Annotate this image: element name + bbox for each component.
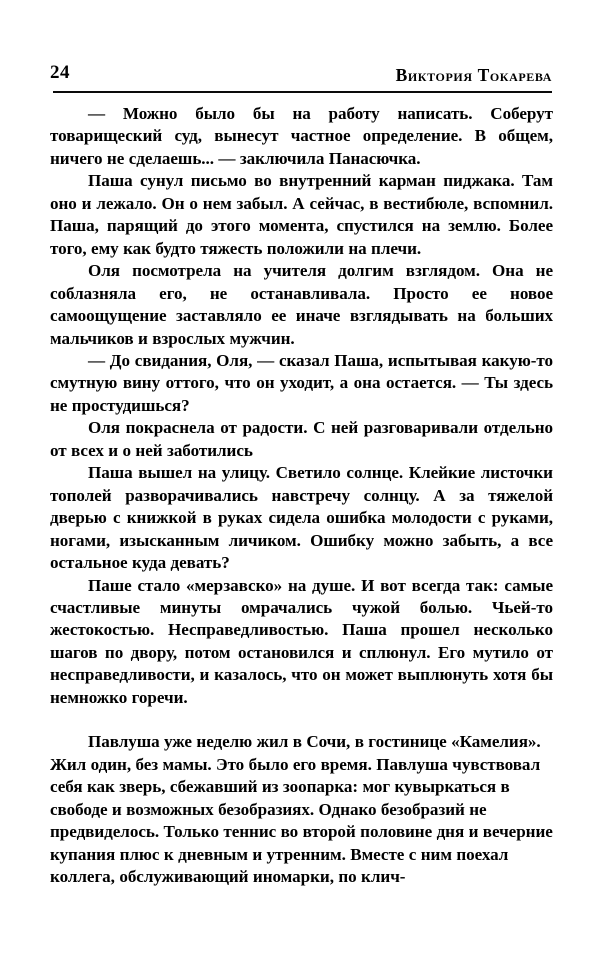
paragraph: Паша сунул письмо во внутренний карман пиджака. Там оно и лежало. Он о нем забыл. А сейчас, в вестибюле, вспомнил. Паша, парящий до этого момента, спустился на землю. Более того, ему как будто тяжесть положили на плечи. (50, 171, 553, 258)
paragraph: Паше стало «мерзавско» на душе. И вот всегда так: самые счастливые минуты омрачались чужой болью. Чьей-то жестокостью. Несправедливостью. Паша прошел несколько шагов по двору, потом остановился и сплюнул. Его мутило от несправедливости, и казалось, что он может выплюнуть хотя бы немножко горечи. (50, 575, 553, 707)
body-text-block (50, 103, 553, 888)
running-head (50, 62, 552, 92)
paragraph: — До свидания, Оля, — сказал Паша, испытывая какую-то смутную вину оттого, что он уходит, а она остается. — Ты здесь не простудишься? (50, 350, 553, 415)
running-head-author: Виктория Токарева (395, 65, 552, 85)
paragraph: Павлуша уже неделю жил в Сочи, в гостинице «Камелия». Жил один, без мамы. Это было его время. Павлуша чувствовал себя как зверь, сбежавший из зоопарка: мог кувыркаться в свободе и возможных безобразиях. Однако безобразий не предвиделось. Только теннис во второй половине дня и вечерние купания плюс к дневным и утренним. Вместе с ним поехал коллега, обслуживающий иномарки, по клич- (50, 732, 553, 886)
paragraph: Паша вышел на улицу. Светило солнце. Клейкие листочки тополей разворачивались навстречу солнцу. А за тяжелой дверью с книжкой в руках сидела ошибка молодости с руками, ногами, изысканным личиком. Ошибку можно забыть, а все остальное куда девать? (50, 463, 553, 573)
header-divider-rule (53, 91, 552, 93)
paragraph: Оля покраснела от радости. С ней разговаривали отдельно от всех и о ней заботились (50, 418, 553, 460)
page-number: 24 (50, 62, 70, 83)
section-break (50, 709, 553, 731)
paragraph: Оля посмотрела на учителя долгим взглядом. Она не соблазняла его, не останавливала. Просто ее новое самоощущение заставляло ее иначе взглядывать на больших мальчиков и взрослых мужчин. (50, 261, 553, 348)
paragraph: — Можно было бы на работу написать. Соберут товарищеский суд, вынесут частное определение. В общем, ничего не сделаешь... — заключила Панасючка. (50, 104, 553, 168)
